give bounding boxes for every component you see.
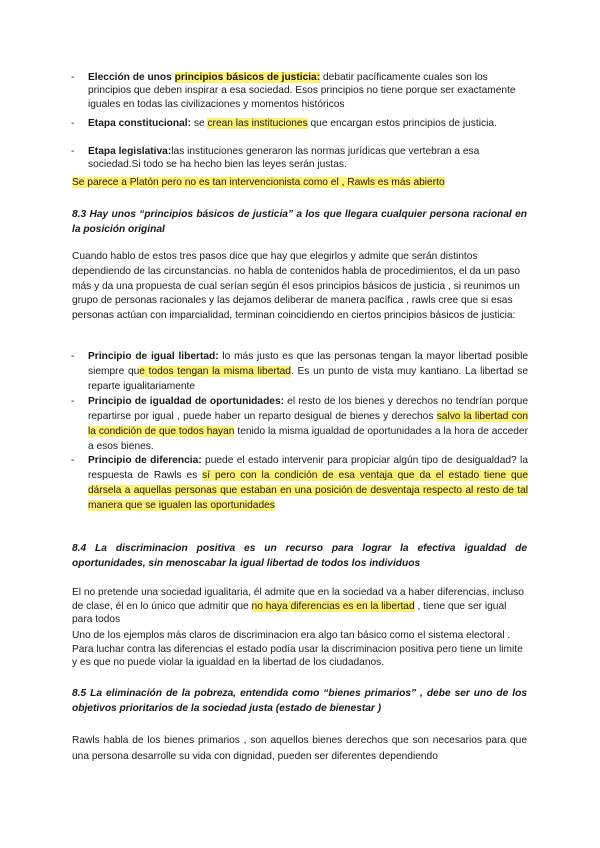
list-item-etapa-constitucional — [71, 117, 528, 130]
item-text: lo más justo es que las personas tengan la mayor libertad posible siempre qu — [88, 351, 528, 377]
paragraph-text: , tiene que ser igual para todos — [72, 600, 507, 625]
term: Etapa legislativa: — [88, 146, 172, 157]
paragraph-8-3: Cuando hablo de estos tres pasos dice que hay que elegirlos y admite que serán distintos dependiendo de las circunstancias. no habla de contenidos habla de procedimientos, el da un paso más y da una propuesta de cual serían según él esos principios básicos de justicia , si reunimos un grupo de personas racionales y las dejamos deliberar de manera pacífica , rawls cree que si esas personas actúan con imparcialidad, terminan coincidiendo en ciertos principios básicos de justicia: — [72, 251, 521, 322]
item-highlight: e todos tengan la misma libertad — [139, 365, 291, 377]
list-item-eleccion — [71, 71, 528, 111]
paragraph-8-5: Rawls habla de los bienes primarios , son aquellos bienes derechos que son necesarios para que una persona desarrolle su vida con dignidad, pueden ser diferentes dependiendo — [72, 735, 527, 762]
heading-8-5: 8.5 La eliminación de la pobreza, entendida como “bienes primarios” , debe ser uno de los objetivos prioritarios de la sociedad justa (estado de bienestar ) — [72, 688, 527, 714]
term: Principio de igual libertad: — [88, 351, 219, 362]
term: Etapa constitucional: — [88, 118, 192, 129]
item-text: puede el estado intervenir para propiciar algún tipo de desigualdad? la respuesta de Rawls es — [88, 455, 528, 481]
item-text: . Es un punto de vista muy kantiano. La libertad se reparte igualitariamente — [88, 365, 528, 392]
term-highlight: principios básicos de justicia: — [174, 72, 321, 83]
item-text: que encargan estos principios de justicia. — [307, 118, 497, 129]
bullet-dash: - — [71, 455, 75, 466]
bullet-dash: - — [71, 396, 75, 407]
paragraph-8-4-a — [72, 586, 527, 627]
item-highlight: salvo la libertad con la condición de que todos hayan — [88, 410, 528, 437]
item-highlight: sí pero con la condición de esa ventaja que da el estado tiene que dársela a aquellas personas que estaban en una posición de desventaja respecto al resto de tal manera que se igualen las oportunidades — [88, 469, 528, 511]
bullet-dash: - — [71, 351, 75, 362]
term: Principio de igualdad de oportunidades: — [88, 396, 285, 407]
bullet-dash: - — [71, 146, 75, 157]
paragraph-8-4-b: Uno de los ejemplos más claros de discriminacion era algo tan básico como el sistema electoral . Para luchar contra las diferencias el estado podía usar la discriminacion positiva pero tiene un limite y es que no puede violar la igualdad en la libertad de los ciudadanos. — [72, 630, 523, 668]
list-item-igualdad-oportunidades — [71, 395, 528, 455]
item-highlight: crean las instituciones — [207, 118, 308, 129]
platon-note — [72, 176, 527, 189]
platon-note-text: Se parece a Platón pero no es tan intervencionista como el , Rawls es más abierto — [72, 177, 445, 188]
item-text: tenido la misma igualdad de oportunidades a la hora de acceder a esos bienes. — [88, 425, 528, 452]
term: Principio de diferencia: — [88, 455, 202, 466]
paragraph-highlight: no haya diferencias es en la libertad — [251, 600, 415, 612]
heading-8-4: 8.4 La discriminacion positiva es un recurso para lograr la efectiva igualdad de oportunidades, sin menoscabar la igual libertad de todos los individuos — [72, 543, 527, 569]
bullet-dash: - — [71, 118, 75, 129]
list-item-igual-libertad — [71, 350, 528, 395]
item-text: el resto de los bienes y derechos no tendrían porque repartirse por igual , puede haber un reparto desigual de bienes y derechos — [88, 396, 528, 422]
list-item-diferencia — [71, 454, 528, 514]
term-prefix: Elección de unos — [88, 72, 175, 83]
item-text: se — [191, 118, 208, 129]
bullet-dash: - — [71, 72, 75, 83]
list-item-etapa-legislativa — [71, 145, 528, 172]
item-text: las instituciones generaron las normas jurídicas que vertebran a esa sociedad.Si todo se ha hecho bien las leyes serán justas. — [88, 146, 480, 171]
paragraph-text: El no pretende una sociedad igualitaria, él admite que en la sociedad va a haber diferencias, incluso de clase, él en lo único que admitir que — [72, 587, 524, 612]
item-text: debatir pacíficamente cuales son los principios que deben inspirar a esa sociedad. Esos principios no tiene porque ser exactamente iguales en todas las civilizaciones y momentos históricos — [88, 72, 516, 110]
heading-8-3: 8.3 Hay unos “principios básicos de justicia” a los que llegara cualquier persona racional en la posición original — [72, 209, 527, 235]
